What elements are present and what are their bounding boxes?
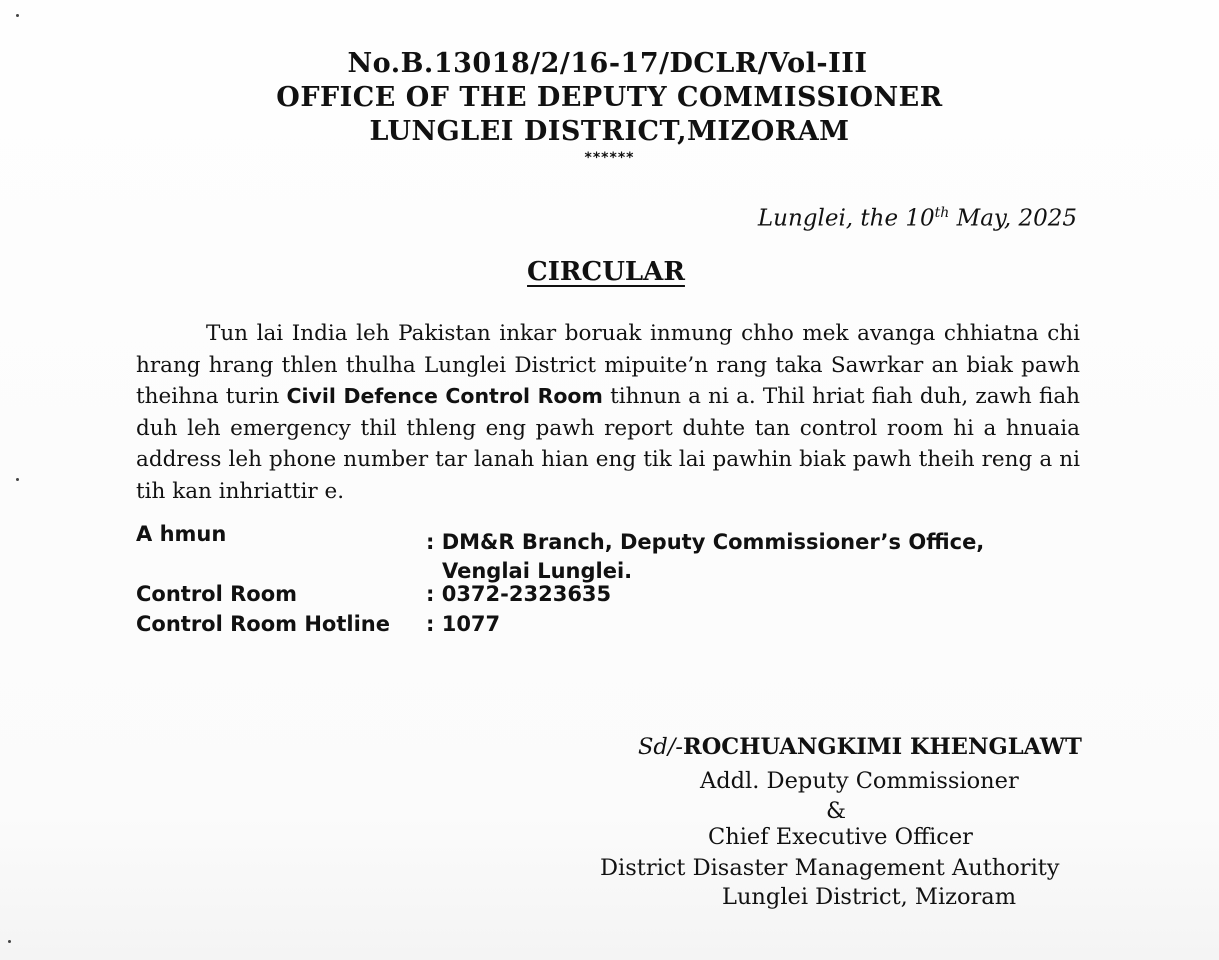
header-separator: ****** — [584, 150, 635, 166]
signatory-name: ROCHUANGKIMI KHENGLAWT — [683, 734, 1082, 760]
date-prefix: Lunglei, the 10 — [757, 205, 935, 232]
detail-label: Control Room — [136, 582, 298, 606]
detail-label: A hmun — [136, 522, 227, 546]
district-name: LUNGLEI DISTRICT,MIZORAM — [369, 116, 850, 147]
date-rest: May, 2025 — [949, 205, 1077, 232]
scan-speck — [8, 940, 11, 943]
reference-number: No.B.13018/2/16-17/DCLR/Vol-III — [347, 48, 868, 79]
signatory — [638, 734, 1082, 760]
body-highlight-control-room: Civil Defence Control Room — [286, 384, 603, 408]
office-name: OFFICE OF THE DEPUTY COMMISSIONER — [276, 82, 943, 113]
signatory-designation: Addl. Deputy Commissioner — [700, 768, 1019, 794]
detail-label: Control Room Hotline — [136, 612, 390, 636]
signed-marker: Sd/- — [638, 734, 683, 760]
circular-body — [136, 318, 1080, 507]
body-text-part1: Tun lai India leh Pakistan inkar boruak inmung chho mek avanga chhiatna chi hrang hrang thlen thulha Lunglei District mipuite’n rang taka Sawrkar an biak pawh theihna turin — [136, 321, 1080, 409]
body-text-part2: tihnun a ni a. Thil hriat fiah duh, zawh fiah duh leh emergency thil thleng eng pawh report duhte tan control room hi a hnuaia address leh phone number tar lanah hian eng tik lai pawhin biak pawh theih reng a ni tih kan inhriattir e. — [136, 384, 1080, 504]
detail-value: : 0372-2323635 — [426, 582, 612, 606]
signatory-designation: Chief Executive Officer — [708, 824, 973, 850]
detail-value-continuation: Venglai Lunglei. — [442, 559, 633, 583]
signatory-ampersand: & — [826, 798, 847, 824]
issue-date — [758, 205, 1077, 232]
signatory-place: Lunglei District, Mizoram — [722, 884, 1017, 910]
signatory-organisation: District Disaster Management Authority — [600, 855, 1060, 881]
date-ordinal-suffix: th — [934, 205, 950, 221]
detail-value: : DM&R Branch, Deputy Commissioner’s Office, — [426, 530, 985, 554]
scan-speck — [16, 478, 19, 481]
detail-value: : 1077 — [426, 612, 501, 636]
document-title: CIRCULAR — [527, 257, 685, 287]
scan-speck — [16, 14, 19, 17]
